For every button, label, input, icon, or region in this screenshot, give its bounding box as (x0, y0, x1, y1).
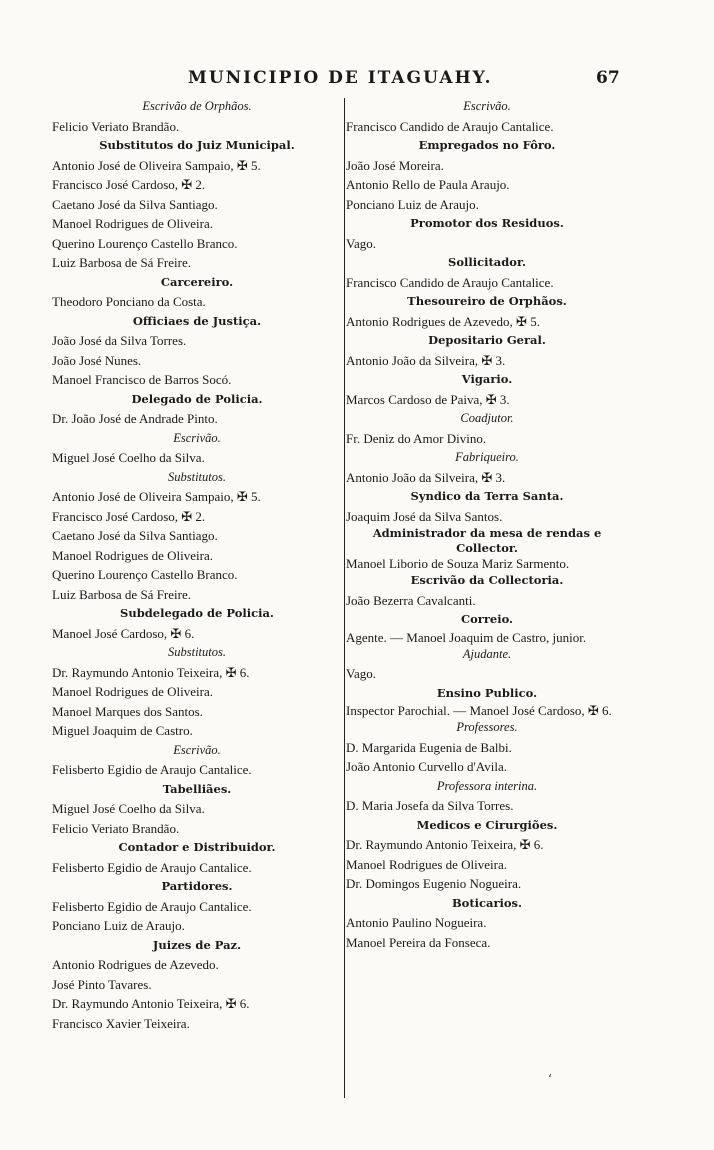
entry-line: Dr. Domingos Eugenio Nogueira. (346, 876, 522, 891)
entry-line: Querino Lourenço Castello Branco. (52, 567, 238, 582)
subsection-heading: Escrivão. (173, 742, 221, 757)
entry-line: Felicio Veriato Brandão. (52, 118, 180, 134)
subsection-heading: Coadjutor. (460, 411, 514, 425)
entry-line: Francisco Candido de Araujo Cantalice. (346, 118, 554, 134)
section-heading: Officiaes de Justiça. (132, 313, 262, 328)
entry-line: Dr. Raymundo Antonio Teixeira, ✠ 6. (52, 996, 250, 1011)
entry-line: Manoel Rodrigues de Oliveira. (52, 684, 214, 699)
entry-line: Antonio José de Oliveira Sampaio, ✠ 5. (52, 157, 261, 173)
entry-line: Miguel José Coelho da Silva. (52, 450, 205, 465)
entry-line: Manoel Pereira da Fonseca. (346, 934, 491, 950)
entry-line: Ponciano Luiz de Araujo. (52, 918, 185, 933)
entry-line: João José da Silva Torres. (52, 333, 187, 348)
section-heading: Boticarios. (451, 895, 523, 910)
section-heading: Juizes de Paz. (152, 937, 242, 952)
section-heading: Correio. (460, 612, 514, 626)
subsection-heading: Professores. (456, 720, 518, 734)
page-header (0, 68, 714, 92)
section-heading: Substitutos do Juiz Municipal. (99, 138, 295, 152)
entry-line: Ponciano Luiz de Araujo. (346, 196, 479, 212)
entry-line: Francisco José Cardoso, ✠ 2. (52, 177, 206, 192)
entry-line: Fr. Deniz do Amor Divino. (346, 430, 487, 446)
entry-line: Miguel José Coelho da Silva. (52, 801, 205, 816)
section-heading: Promotor dos Residuos. (410, 216, 564, 230)
entry-line: Antonio Rello de Paula Araujo. (346, 177, 510, 192)
entry-line: Caetano José da Silva Santiago. (52, 196, 218, 212)
entry-line: Manoel Rodrigues de Oliveira. (52, 216, 214, 231)
entry-line: João José Nunes. (52, 352, 142, 368)
section-heading: Partidores. (161, 879, 233, 893)
subsection-heading: Escrivão de Orphãos. (142, 99, 252, 113)
entry-line: Marcos Cardoso de Paiva, ✠ 3. (346, 391, 510, 407)
entry-line: Joaquim José da Silva Santos. (346, 508, 503, 524)
entry-line: Manoel Rodrigues de Oliveira. (52, 547, 214, 563)
entry-line: Manoel Marques dos Santos. (52, 703, 203, 719)
section-heading: Carcereiro. (160, 274, 234, 289)
section-heading: Contador e Distribuidor. (118, 840, 276, 854)
section-heading: Escrivão da Collectoria. (410, 573, 564, 587)
entry-line: Inspector Parochial. — Manoel José Cardoso, ✠ 6. (346, 703, 612, 718)
section-heading: Ensino Publico. (436, 685, 538, 700)
entry-line: Felisberto Egidio de Araujo Cantalice. (52, 898, 252, 914)
entry-line: Manoel Liborio de Souza Mariz Sarmento. (346, 556, 570, 571)
entry-line: Felisberto Egidio de Araujo Cantalice. (52, 859, 252, 875)
section-heading: Administrador da mesa de rendas e Collector. (372, 526, 602, 555)
entry-line: Vago. (346, 235, 376, 251)
entry-line: Antonio João da Silveira, ✠ 3. (346, 469, 506, 485)
entry-line: Vago. (346, 666, 376, 681)
subsection-heading: Ajudante. (462, 646, 512, 661)
section-heading: Empregados no Fôro. (418, 138, 556, 152)
entry-line: Felicio Veriato Brandão. (52, 820, 180, 836)
right-column (346, 97, 628, 952)
entry-line: Felisberto Egidio de Araujo Cantalice. (52, 762, 252, 777)
entry-line: João José Moreira. (346, 157, 444, 173)
subsection-heading: Substitutos. (168, 645, 226, 659)
entry-line: Miguel Joaquim de Castro. (52, 723, 193, 738)
left-column (52, 97, 342, 1033)
entry-line: Querino Lourenço Castello Branco. (52, 235, 238, 251)
entry-line: Manoel Francisco de Barros Socó. (52, 372, 232, 387)
section-heading: Subdelegado de Policia. (120, 606, 274, 620)
section-heading: Sollicitador. (448, 255, 526, 269)
page-title: MUNICIPIO DE ITAGUAHY. (188, 68, 493, 88)
section-heading: Thesoureiro de Orphãos. (407, 294, 567, 308)
entry-line: Antonio José de Oliveira Sampaio, ✠ 5. (52, 489, 261, 504)
page-number: 67 (596, 68, 620, 88)
entry-line: Dr. Raymundo Antonio Teixeira, ✠ 6. (346, 837, 544, 852)
entry-line: Francisco Candido de Araujo Cantalice. (346, 274, 554, 290)
entry-line: D. Margarida Eugenia de Balbi. (346, 739, 512, 755)
subsection-heading: Substitutos. (168, 469, 226, 484)
entry-line: Antonio Rodrigues de Azevedo, ✠ 5. (346, 313, 540, 329)
column-divider (344, 98, 345, 1098)
subsection-heading: Escrivão. (173, 430, 221, 445)
section-heading: Syndico da Terra Santa. (410, 489, 564, 503)
section-heading: Medicos e Cirurgiões. (416, 817, 558, 832)
entry-line: Theodoro Ponciano da Costa. (52, 294, 206, 309)
footer-mark: ‘ (548, 1072, 552, 1086)
section-heading: Delegado de Policia. (131, 391, 263, 406)
entry-line: Manoel Rodrigues de Oliveira. (346, 856, 508, 872)
entry-line: Francisco Xavier Teixeira. (52, 1015, 190, 1031)
section-heading: Depositario Geral. (428, 333, 546, 347)
entry-line: Antonio Paulino Nogueira. (346, 915, 487, 930)
section-heading: Vigario. (461, 372, 513, 386)
entry-line: Antonio João da Silveira, ✠ 3. (346, 352, 506, 368)
entry-line: Dr. João José de Andrade Pinto. (52, 411, 218, 426)
entry-line: Luiz Barbosa de Sá Freire. (52, 255, 191, 270)
subsection-heading: Escrivão. (463, 99, 511, 113)
entry-line: Caetano José da Silva Santiago. (52, 528, 218, 543)
entry-line: Antonio Rodrigues de Azevedo. (52, 957, 219, 972)
section-heading: Tabelliães. (162, 781, 232, 796)
entry-line: José Pinto Tavares. (52, 976, 152, 992)
entry-line: Luiz Barbosa de Sá Freire. (52, 586, 191, 602)
entry-line: João Antonio Curvello d'Avila. (346, 759, 507, 774)
entry-line: João Bezerra Cavalcanti. (346, 592, 476, 608)
entry-line: Manoel José Cardoso, ✠ 6. (52, 625, 195, 641)
entry-line: Agente. — Manoel Joaquim de Castro, junior. (346, 629, 587, 645)
entry-line: Dr. Raymundo Antonio Teixeira, ✠ 6. (52, 664, 250, 680)
entry-line: Francisco José Cardoso, ✠ 2. (52, 508, 206, 524)
subsection-heading: Professora interina. (436, 778, 538, 793)
entry-line: D. Maria Josefa da Silva Torres. (346, 798, 514, 813)
subsection-heading: Fabriqueiro. (455, 450, 519, 464)
